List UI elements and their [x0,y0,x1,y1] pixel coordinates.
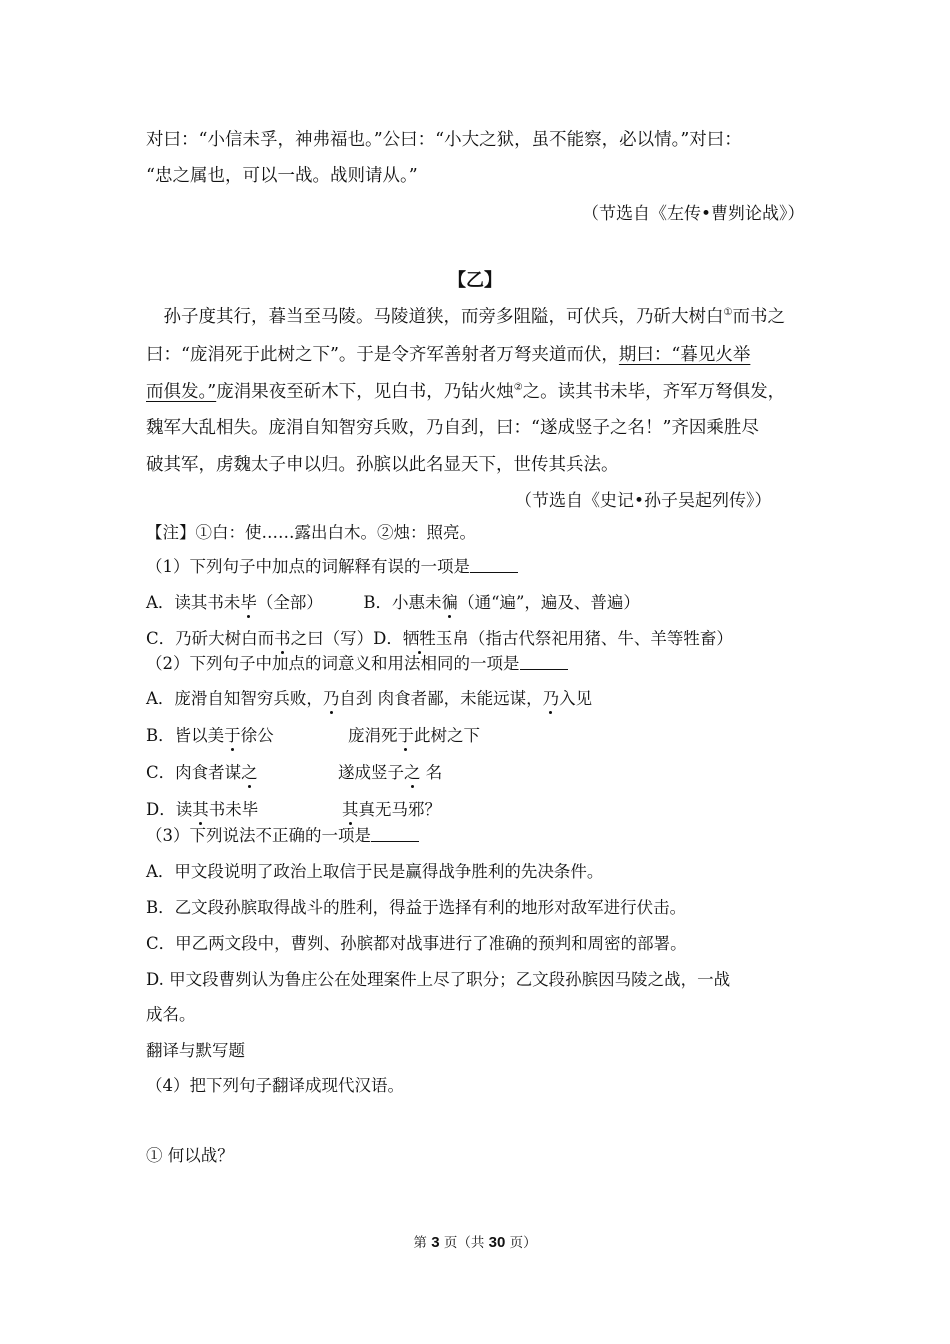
dotted-char: 书 [274,625,291,649]
dotted-char: 于 [224,722,241,746]
question-text: （2）下列句子中加点的词意义和用法相同的一项是 [146,654,520,673]
yi-line-2 [146,341,750,366]
q2-option-c: C．肉食者谋之 遂成竖子之 名 [146,759,258,783]
q1-options-cd [146,625,733,649]
q2-option-a: A．庞滑自知智穷兵败，乃自刭 肉食者鄙，未能远谋，乃入见 [146,685,592,709]
question-text: （3）下列说法不正确的一项是 [146,826,371,845]
q3-option-d: D. 甲文段曹刿认为鲁庄公在处理案件上尽了职分；乙文段孙膑因马陵之战，一战 [146,970,731,989]
dotted-char: 乃 [543,685,560,709]
question-text: （1）下列句子中加点的词解释有误的一项是 [146,557,470,576]
option-d: D．牺牲玉帛（指古代祭祀用猪、牛、羊等牲畜） [373,629,733,648]
yi-text: 庞涓果夜至斫木下，见白书，乃钻火烛 [216,382,514,402]
yi-text: 曰：“庞涓死于此树之下”。于是令齐军善射者万弩夹道而伏， [146,345,619,365]
dotted-char: 于 [398,722,415,746]
yi-line-4: 魏军大乱相失。庞涓自知智穷兵败，乃自刭，曰：“遂成竖子之名！”齐因乘胜尽 [146,418,759,438]
yi-text: 而书之 [732,307,785,327]
yi-line-1 [146,303,785,328]
dotted-char: 其 [342,796,359,820]
q2-option-b: B．皆以美于徐公 庞涓死于此树之下 [146,722,274,746]
q3-stem [146,822,419,846]
jia-source: （节选自《左传•曹刿论战》） [582,204,805,224]
answer-blank [371,840,419,842]
option-c: C．乃斫大树白而书之曰（写） [146,629,373,648]
section-title: 翻译与默写题 [146,1041,245,1060]
option-a: A．读其书未毕（全部） [146,593,323,612]
note-mark: ① [723,307,733,318]
dotted-char: 徧 [442,589,459,613]
dotted-char: 之 [404,759,421,783]
answer-blank [520,668,568,670]
underlined-sentence: 而俱发。” [146,382,217,402]
yi-heading: 【乙】 [448,270,502,291]
dotted-char: 牺牲 [403,625,436,649]
q3-option-b: B．乙文段孙膑取得战斗的胜利，得益于选择有利的地形对敌军进行伏击。 [146,898,687,917]
dotted-char: 毕 [240,589,257,613]
option-b: B．小惠未徧（通“遍”，遍及、普遍） [363,593,640,612]
q2-stem [146,650,568,674]
answer-blank [470,571,518,573]
dotted-char: 乃 [323,685,340,709]
q4-item-1: ① 何以战？ [146,1146,234,1165]
yi-text: 之。读其书未毕，齐军万弩俱发， [522,382,786,402]
note-mark: ② [513,382,523,393]
dotted-char: 之 [241,759,258,783]
q3-option-d-cont: 成名。 [146,1005,196,1024]
dotted-char: 其 [192,796,209,820]
yi-line-3 [146,378,785,403]
q2-option-d: D．读其书未毕 其真无马邪？ [146,796,258,820]
q1-options-ab [146,589,640,613]
yi-source: （节选自《史记•孙子吴起列传》） [515,491,772,511]
notes: 【注】①白：使……露出白木。②烛：照亮。 [146,523,476,542]
page-total: 30 [488,1234,506,1251]
underlined-sentence: 期曰：“暮见火举 [618,345,751,365]
q1-stem [146,553,518,577]
page-number: 3 [431,1234,440,1251]
yi-text: 孙子度其行，暮当至马陵。马陵道狭，而旁多阻隘，可伏兵，乃斫大树白 [146,307,724,327]
jia-line-1: 对曰：“小信未孚，神弗福也。”公曰：“小大之狱，虽不能察，必以情。”对曰： [146,130,742,150]
q3-option-c: C．甲乙两文段中，曹刿、孙膑都对战事进行了准确的预判和周密的部署。 [146,934,687,953]
jia-line-2: “忠之属也，可以一战。战则请从。” [146,166,418,186]
yi-line-5: 破其军，虏魏太子申以归。孙膑以此名显天下，世传其兵法。 [146,455,619,475]
q4-stem: （4）把下列句子翻译成现代汉语。 [146,1076,404,1095]
page-footer: 第 3 页（共 30 页） [413,1234,537,1251]
q3-option-a: A．甲文段说明了政治上取信于民是赢得战争胜利的先决条件。 [146,862,604,881]
